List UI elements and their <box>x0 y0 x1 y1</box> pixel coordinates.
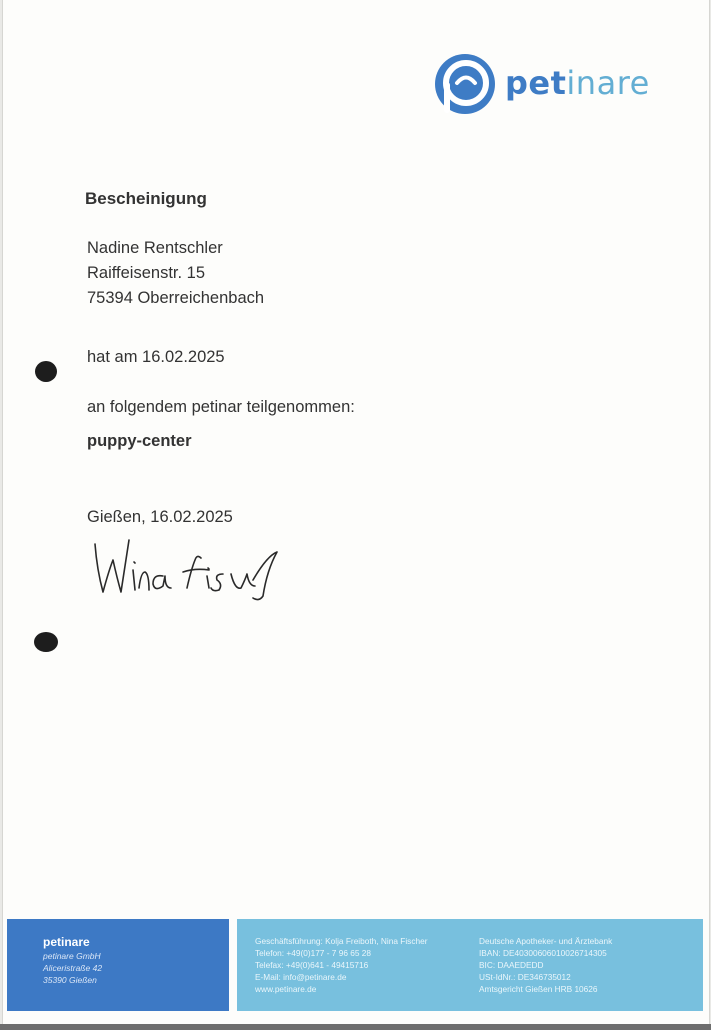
certificate-heading: Bescheinigung <box>85 189 207 208</box>
footer-contact-panel <box>237 919 703 1011</box>
footer-management: Geschäftsführung: Kolja Freiboth, Nina Fischer <box>255 936 428 946</box>
footer-company-name: petinare GmbH <box>43 951 101 961</box>
logo-wordmark <box>505 64 650 102</box>
footer-company-panel <box>7 919 229 1011</box>
recipient-street: Raiffeisenstr. 15 <box>87 264 206 282</box>
footer-phone: Telefon: +49(0)177 - 7 96 65 28 <box>255 948 372 958</box>
petinare-p-logo-icon <box>433 52 497 116</box>
place-and-date: Gießen, 16.02.2025 <box>87 508 233 526</box>
attendance-date: hat am 16.02.2025 <box>87 348 225 366</box>
handwritten-signature <box>91 530 291 615</box>
footer-fax: Telefax: +49(0)641 - 49415716 <box>255 960 369 970</box>
footer-brand: petinare <box>43 935 90 949</box>
certificate-page <box>2 0 710 1024</box>
footer-bic: BIC: DAAEDEDD <box>479 960 544 970</box>
footer-vat-id: USt-IdNr.: DE346735012 <box>479 972 571 982</box>
petinare-logo <box>433 52 650 116</box>
page-bottom-edge <box>0 1024 711 1030</box>
footer-company-city: 35390 Gießen <box>43 975 97 985</box>
logo-wordmark-inare: inare <box>566 64 650 102</box>
recipient-name: Nadine Rentschler <box>87 239 223 257</box>
logo-wordmark-pet: pet <box>505 64 567 102</box>
footer-website: www.petinare.de <box>255 984 317 994</box>
footer-court-registry: Amtsgericht Gießen HRB 10626 <box>479 984 598 994</box>
footer-iban: IBAN: DE40300606010026714305 <box>479 948 607 958</box>
punch-hole-upper <box>35 361 57 382</box>
participation-text: an folgendem petinar teilgenommen: <box>87 398 355 416</box>
footer-email: E-Mail: info@petinare.de <box>255 972 347 982</box>
punch-hole-lower <box>34 632 58 652</box>
course-name: puppy-center <box>87 432 192 450</box>
footer-company-street: Aliceristraße 42 <box>43 963 103 973</box>
recipient-city: 75394 Oberreichenbach <box>87 289 265 307</box>
footer-bank-name: Deutsche Apotheker- und Ärztebank <box>479 936 613 946</box>
